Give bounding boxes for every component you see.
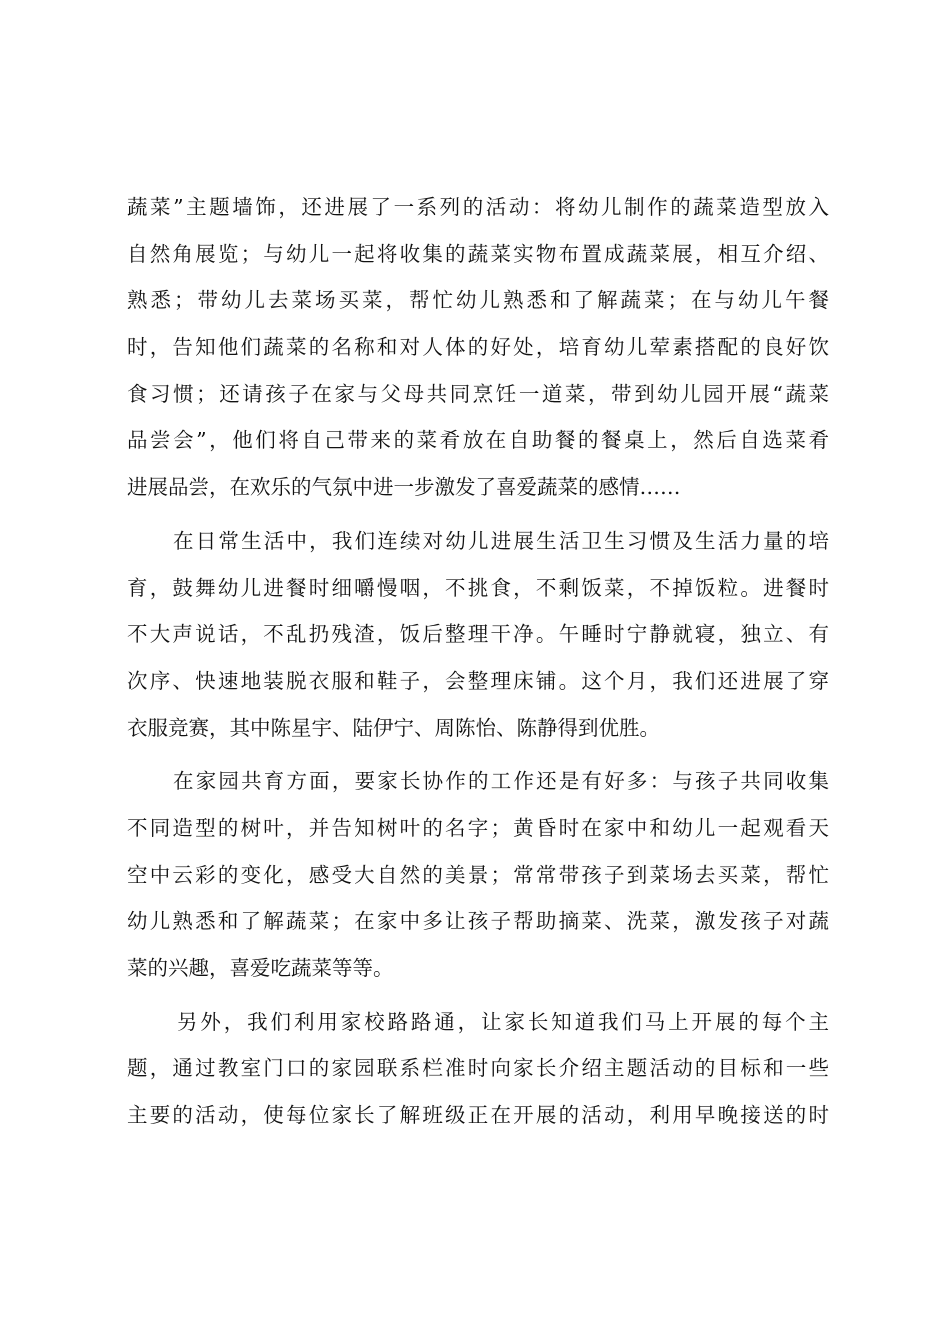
text-line: 次序、快速地装脱衣服和鞋子，会整理床铺。这个月，我们还进展了穿 <box>127 668 829 693</box>
text-line: 另外，我们利用家校路路通，让家长知道我们马上开展的每个主 <box>177 1009 829 1034</box>
paragraph-parent-communication <box>127 999 829 1139</box>
text-line: 空中云彩的变化，感受大自然的美景；常常带孩子到菜场去买菜，帮忙 <box>127 862 829 887</box>
text-line: 幼儿熟悉和了解蔬菜；在家中多让孩子帮助摘菜、洗菜，激发孩子对蔬 <box>127 909 829 934</box>
paragraph-home-school-cooperation <box>127 758 829 991</box>
text-line: 菜的兴趣，喜爱吃蔬菜等等。 <box>127 956 394 980</box>
paragraph-gap <box>127 992 829 999</box>
text-line: 在日常生活中，我们连续对幼儿进展生活卫生习惯及生活力量的培 <box>173 528 829 553</box>
text-line: 育，鼓舞幼儿进餐时细嚼慢咽，不挑食，不剩饭菜，不掉饭粒。进餐时 <box>127 575 829 600</box>
paragraph-daily-life-habits <box>127 518 829 751</box>
text-line: 主要的活动，使每位家长了解班级正在开展的活动，利用早晚接送的时 <box>127 1103 829 1128</box>
paragraph-gap <box>127 511 829 518</box>
text-line: 不大声说话，不乱扔残渣，饭后整理干净。午睡时宁静就寝，独立、有 <box>127 622 829 647</box>
text-line: 食习惯；还请孩子在家与父母共同烹饪一道菜，带到幼儿园开展“蔬菜 <box>127 381 829 406</box>
text-line: 在家园共育方面，要家长协作的工作还是有好多：与孩子共同收集 <box>173 769 829 794</box>
text-line: 品尝会”，他们将自己带来的菜肴放在自助餐的餐桌上，然后自选菜肴 <box>127 428 829 453</box>
paragraph-vegetable-activities <box>127 184 829 511</box>
text-line: 蔬菜”主题墙饰，还进展了一系列的活动：将幼儿制作的蔬菜造型放入 <box>127 195 829 219</box>
text-line: 进展品尝，在欢乐的气氛中进一步激发了喜爱蔬菜的感情…… <box>127 475 681 500</box>
text-line: 衣服竞赛，其中陈星宇、陆伊宁、周陈怡、陈静得到优胜。 <box>127 715 660 740</box>
text-line: 题，通过教室门口的家园联系栏准时向家长介绍主题活动的目标和一些 <box>127 1056 829 1081</box>
text-line: 时，告知他们蔬菜的名称和对人体的好处，培育幼儿荤素搭配的良好饮 <box>127 335 829 360</box>
text-line: 自然角展览；与幼儿一起将收集的蔬菜实物布置成蔬菜展，相互介绍、 <box>127 241 829 266</box>
text-line: 熟悉；带幼儿去菜场买菜，帮忙幼儿熟悉和了解蔬菜；在与幼儿午餐 <box>127 288 829 313</box>
paragraph-gap <box>127 751 829 758</box>
text-line: 不同造型的树叶，并告知树叶的名字；黄昏时在家中和幼儿一起观看天 <box>127 815 829 840</box>
document-body <box>127 184 829 1139</box>
